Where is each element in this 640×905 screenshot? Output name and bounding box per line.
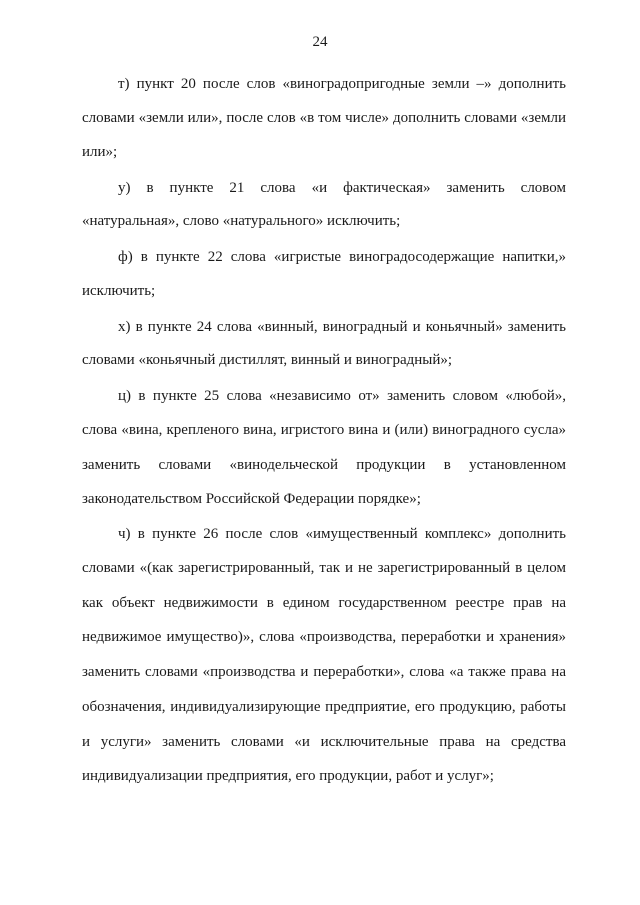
paragraph-ts-line-3: заменить словами «винодельческой продукции в установленном (82, 457, 566, 473)
paragraph-ch-line-4: недвижимое имущество)», слова «производства, переработки и хранения» (82, 629, 566, 645)
paragraph-ch-line-1: ч) в пункте 26 после слов «имущественный комплекс» дополнить (118, 526, 566, 542)
paragraph-h-line-2: словами «коньячный дистиллят, винный и виноградный»; (82, 352, 453, 368)
page-number: 24 (312, 34, 328, 50)
paragraph-t-line-2: словами «земли или», после слов «в том числе» дополнить словами «земли (82, 110, 566, 126)
paragraph-t-line-1: т) пункт 20 после слов «виноградопригодные земли –» дополнить (118, 76, 566, 92)
paragraph-ts-line-2: слова «вина, крепленого вина, игристого вина и (или) виноградного сусла» (82, 422, 566, 438)
paragraph-ch-line-2: словами «(как зарегистрированный, так и не зарегистрированный в целом (82, 560, 566, 576)
paragraph-t-line-3: или»; (82, 144, 118, 160)
paragraph-ch-line-7: и услуги» заменить словами «и исключительные права на средства (82, 734, 566, 750)
paragraph-ch-line-3: как объект недвижимости в едином государственном реестре прав на (82, 595, 566, 611)
paragraph-f-line-1: ф) в пункте 22 слова «игристые виноградосодержащие напитки,» (118, 249, 566, 265)
paragraph-f-line-2: исключить; (82, 283, 156, 299)
paragraph-ts-line-4: законодательством Российской Федерации порядке»; (82, 491, 421, 507)
paragraph-ch-line-5: заменить словами «производства и переработки», слова «а также права на (82, 664, 566, 680)
paragraph-u-line-1: у) в пункте 21 слова «и фактическая» заменить словом (118, 180, 566, 196)
paragraph-ts-line-1: ц) в пункте 25 слова «независимо от» заменить словом «любой», (118, 388, 566, 404)
paragraph-ch-line-8: индивидуализации предприятия, его продукции, работ и услуг»; (82, 768, 494, 784)
paragraph-ch-line-6: обозначения, индивидуализирующие предприятие, его продукцию, работы (82, 699, 566, 715)
paragraph-h-line-1: х) в пункте 24 слова «винный, виноградный и коньячный» заменить (118, 319, 566, 335)
paragraph-u-line-2: «натуральная», слово «натурального» исключить; (82, 213, 401, 229)
